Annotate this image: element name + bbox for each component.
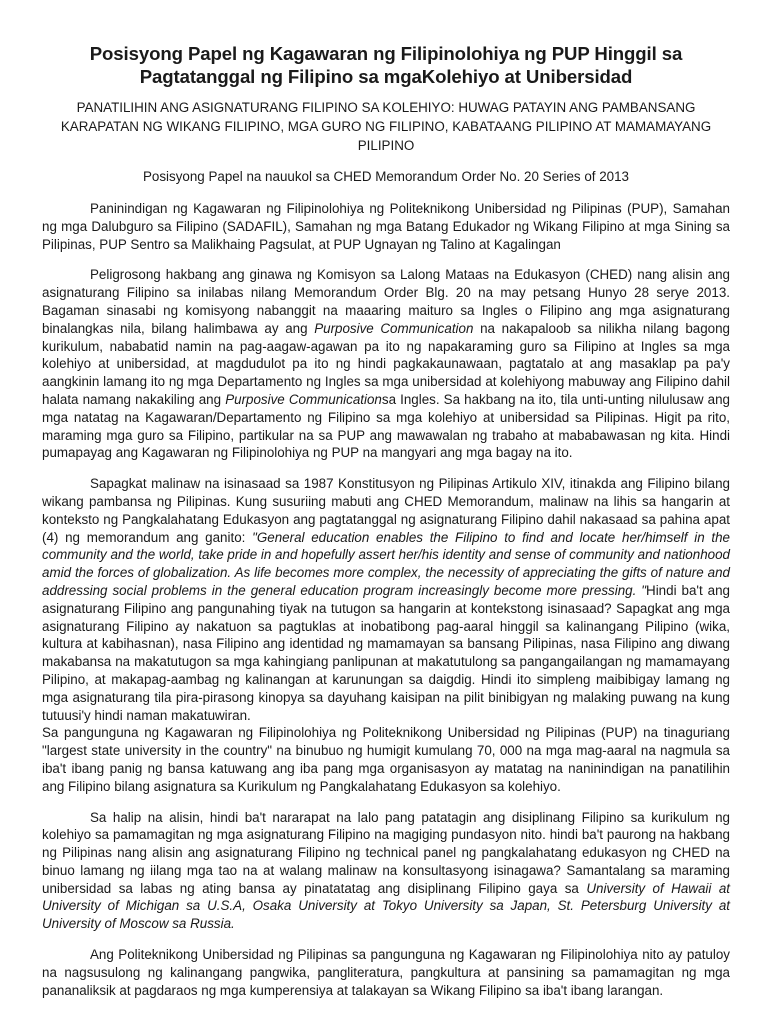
document-title: Posisyong Papel ng Kagawaran ng Filipinolohiya ng PUP Hinggil sa Pagtatanggal ng Filipino sa mgaKolehiyo at Unibersidad	[89, 43, 683, 87]
document-subtitle: PANATILIHIN ANG ASIGNATURANG FILIPINO SA KOLEHIYO: HUWAG PATAYIN ANG PAMBANSANG KARAPATAN NG WIKANG FILIPINO, MGA GURO NG FILIPINO, KABATAANG PILIPINO AT MAMAMAYANG PILIPINO	[60, 100, 712, 153]
paragraph-2-text-c: sa Ingles. Sa hakbang na ito, tila unti-unting nilulusaw ang mga natatag na Kagawaran/Departamento ng Filipino sa mga kolehiyo at unibersidad sa Pilipinas. Higit pa rito, maraming mga guro sa Filipino, partikular na sa PUP ang mawawalan ng trabaho at mababawasan ng kita. Hindi pumapayag ang Kagawaran ng Filipinolohiya ng PUP na mangyari ang mga bagay na ito.	[42, 391, 730, 461]
paragraph-2	[42, 266, 730, 462]
paragraph-3-quote: "General education enables the Filipino to find and locate her/himself in the community and the world, take pride in and hopefully assert her/his identity and sense of community and nationhood amid the forces of globalization. As life becomes more complex, the necessity of appreciating the gifts of nature and addressing social problems in the general education program increasingly become more pressing. "	[42, 529, 730, 598]
paragraph-3	[42, 475, 730, 724]
paragraph-2-text-b: na nakapaloob sa nilikha nilang bagong kurikulum, nababatid namin na pag-aagaw-agawan pa ito ng napakaraming guro sa Filipino at Ingles sa mga kolehiyo at unibersidad, at magdudulot pa ito ng hindi pagkakaunawaan, pagtatalo at ang masaklap pa pa'y aangkinin lamang ito ng mga Departamento ng Ingles sa mga unibersidad at kolehiyong mabuway ang Filipino dahil halata namang nakakiling ang	[42, 320, 731, 407]
memo-line: Posisyong Papel na nauukol sa CHED Memorandum Order No. 20 Series of 2013	[142, 169, 630, 184]
paragraph-5	[42, 809, 730, 934]
paragraph-2-emphasis-a: Purposive Communication	[314, 320, 474, 336]
paragraph-5-universities: University of Hawaii at University of Michigan sa U.S.A, Osaka University at Tokyo University sa Japan, St. Petersburg University at University of Moscow sa Russia.	[42, 880, 730, 932]
paragraph-1: Paninindigan ng Kagawaran ng Filipinolohiya ng Politeknikong Unibersidad ng Pilipinas (PUP), Samahan ng mga Dalubguro sa Filipino (SADAFIL), Samahan ng mga Batang Edukador ng Wikang Filipino at mga Sining sa Pilipinas, PUP Sentro sa Malikhaing Pagsulat, at PUP Ugnayan ng Talino at Kagalingan	[42, 201, 730, 252]
paragraph-3-text-b: Hindi ba't ang asignaturang Filipino ang pangunahing tiyak na tutugon sa hangarin at kontekstong isinasaad? Sapagkat ang mga asignaturang Filipino ay nakatuon sa pagtuklas at inobatibong pag-aaral hinggil sa kalinangang Pilipino (wika, kultura at kabihasnan), nasa Filipino ang identidad ng mamamayan sa bansang Pilipinas, nasa Filipino ang diwang makabansa na makatutugon sa mga kahingiang panlipunan at makatutulong sa pangangailangan ng mamamayang Pilipino, at makapag-aambag ng kalinangan at karunungan sa daigdig. Hindi ito simpleng maibibigay lamang ng mga asignaturang tila pira-pirasong kinopya sa dayuhang kaisipan na pilit binibigyan ng malaking puwang na kung tutuusi'y hindi naman makatuwiran.	[42, 582, 730, 723]
paragraph-5-text-a: Sa halip na alisin, hindi ba't nararapat na lalo pang patatagin ang disiplinang Filipino sa kurikulum ng kolehiyo sa pamamagitan ng mga asignaturang Filipino na magiging pundasyon nito. hindi ba't paurong na hakbang ng Pilipinas nang alisin ang asignaturang Filipino ng technical panel ng pangkalahatang edukasyon ng CHED na binuo lamang ng iilang mga tao na at walang malinaw na konsultasyong isinagawa? Samantalang sa maraming unibersidad sa labas ng ating bansa ay pinatatatag ang disiplinang Filipino gaya sa	[42, 809, 730, 896]
paragraph-3-text-a: Sapagkat malinaw na isinasaad sa 1987 Konstitusyon ng Pilipinas Artikulo XIV, itinakda ang Filipino bilang wikang pambansa ng Pilipinas. Kung susuriing mabuti ang CHED Memorandum, malinaw na lihis sa hangarin at konteksto ng Pangkalahatang Edukasyon ang pagtatanggal ng asignaturang Filipino dahil nakasaad sa pahina apat (4) ng memorandum ang ganito:	[42, 476, 730, 545]
paragraph-2-emphasis-b: Purposive Communication	[225, 391, 382, 407]
paragraph-6: Ang Politeknikong Unibersidad ng Pilipinas sa pangunguna ng Kagawaran ng Filipinolohiya nito ay patuloy na nagsusulong ng kalinangang pangwika, pangliteratura, pangkultura at pansining sa pamamagitan ng mga pananaliksik at pagdaraos ng mga kumperensiya at talakayan sa Wikang Filipino sa iba't ibang larangan.	[42, 947, 730, 998]
paragraph-4: Sa pangunguna ng Kagawaran ng Filipinolohiya ng Politeknikong Unibersidad ng Pilipinas (PUP) na tinaguriang "largest state university in the country" na binubuo ng humigit kumulang 70, 000 na mga mag-aaral na nagmula sa iba't ibang panig ng bansa katuwang ang iba pang mga organisasyon ay matatag na naninindigan na panatilihin ang Filipino bilang asignatura sa Kurikulum ng Pangkalahatang Edukasyon sa kolehiyo.	[42, 725, 730, 794]
paragraph-2-text-a: Peligrosong hakbang ang ginawa ng Komisyon sa Lalong Mataas na Edukasyon (CHED) nang alisin ang asignaturang Filipino sa inilabas nilang Memorandum Order Blg. 20 na may petsang Hunyo 28 serye 2013. Bagaman sinasabi ng komisyong nabanggit na maaaring maituro sa Ingles o Filipino ang mga asignaturang binalangkas nila, bilang halimbawa ay ang	[42, 267, 730, 336]
